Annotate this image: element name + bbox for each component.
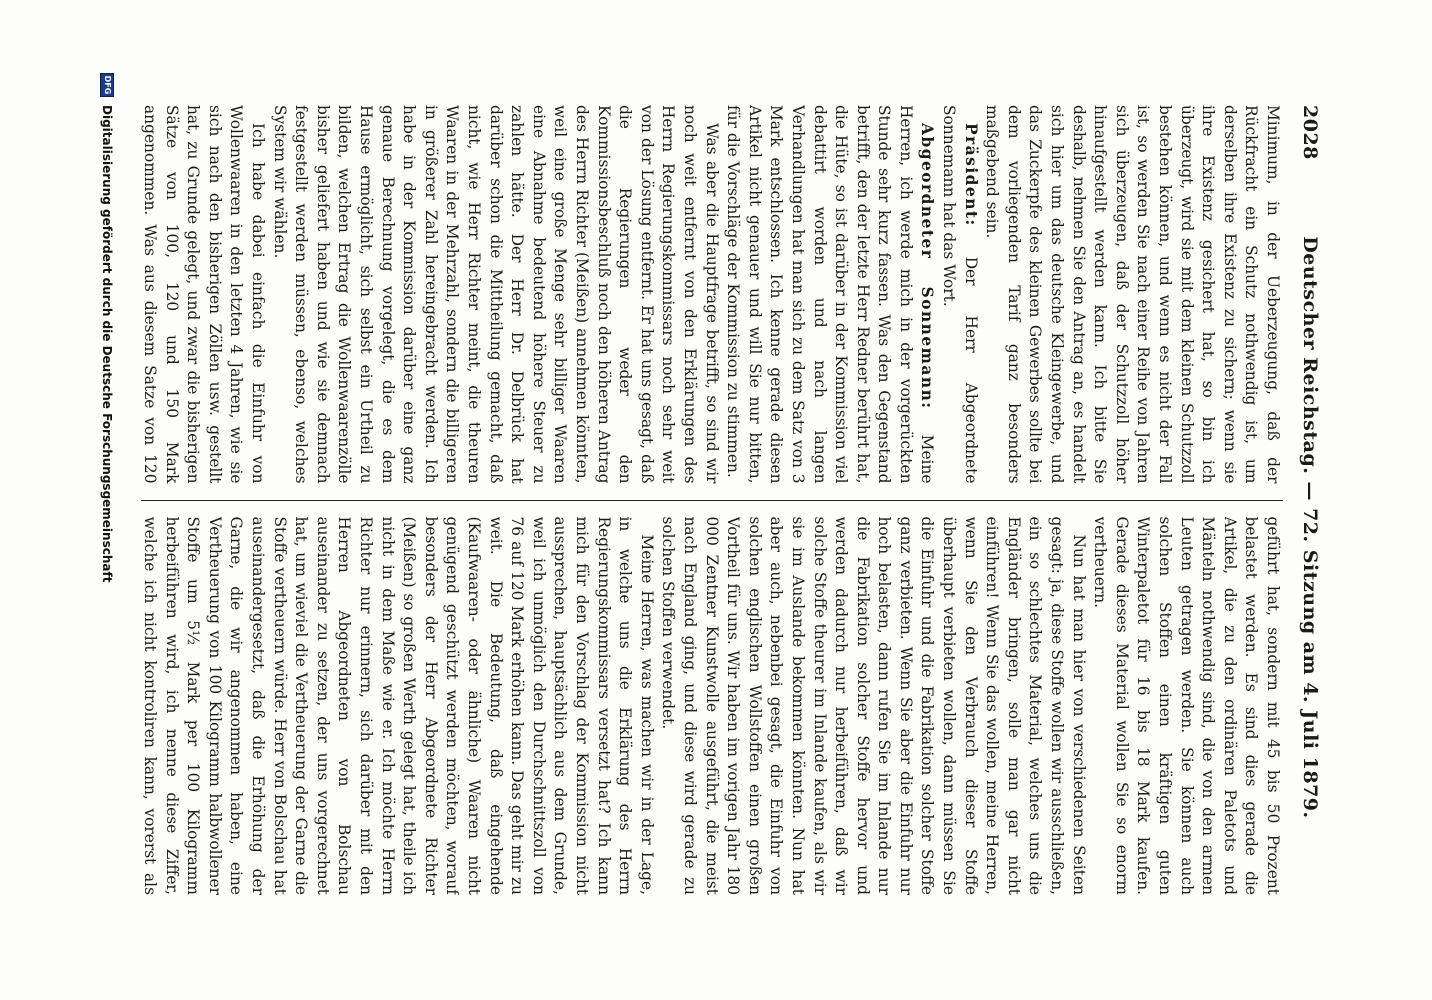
speaker-name: Präsident: <box>961 123 980 227</box>
page-header-title: Deutscher Reichstag. — 72. Sitzung am 4. Juli 1879. <box>1299 236 1321 819</box>
paragraph: Minimum, in der Ueberzeugung, daß der Rückfracht ein Schutz nothwendig ist, um derselben ihre Existenz zu sichern; wenn sie ihre Existenz gesichert hat, so bin ich überzeugt, wird sie mit dem kleinen Schutzzoll bestehen können, und wenn es nicht der Fall ist, so werden Sie nach einer Reihe von Jahren sich überzeugen, daß der Schutzzoll höher hinaufgestellt werden kann. Ich bitte Sie deshalb, nehmen Sie den Antrag an, es handelt sich hier um das deutsche Kleingewerbe, und das Zuckerpfe des kleinen Gewerbes sollte bei dem vorliegenden Tarif ganz besonders maßgebend sein. <box>983 105 1282 484</box>
paragraph: Ich habe dabei einfach die Einfuhr von Wollenwaaren in den letzten 4 Jahren, wie sie sich nach den bisherigen Zöllen usw. gestellt hat, zu Grunde gelegt, und zwar die bisherigen Sätze von 100, 120 und 150 Mark angenommen. Was aus diesem Satze von 120 <box>141 105 268 484</box>
left-column <box>141 105 1283 484</box>
dfg-logo: DFG <box>100 73 114 97</box>
paragraph: Was aber die Hauptfrage betrifft, so sind wir noch weit entfernt von den Erklärungen des Herrn Regierungskommissars noch sehr weit von der Lösung entfernt. Er hat uns gesagt, daß die Regierungen weder den Kommissionsbeschluß noch den höheren Antrag des Herrn Richter (Meißen) annehmen könnten, weil eine große Menge sehr billiger Waaren eine Abnahme bedeutend höhere Steuer zu zahlen hätte. Der Herr Dr. Delbrück hat darüber schon die Mittheilung gemacht, daß nicht, wie Herr Richter meint, die theuren Waaren in der Mehrzahl, sondern die billigeren in größerer Zahl hereingebracht werden. Ich habe in der Kommission darüber eine ganz genaue Berechnung vorgelegt, die es dem Hause ermöglicht, sich selbst ein Urtheil zu bilden, welchen Ertrag die Wollenwaarenzölle bisher geliefert haben und wie sie demnach festgestellt werden müssen, ebenso, welches System wir wählen. <box>270 105 721 484</box>
paragraph: Nun hat man hier von verschiedenen Seiten gesagt: ja, diese Stoffe wollen wir ausschließen, ein so schlechtes Material, welches uns die Engländer bringen, solle man gar nicht einführen! Wenn Sie das wollen, meine Herren, wenn Sie den Verbrauch dieser Stoffe überhaupt verbieten wollen, dann müssen Sie die Einfuhr und die Fabrikation solcher Stoffe ganz verbieten. Wenn Sie aber die Einfuhr nur hoch belasten, dann rufen Sie im Inlande nur die Fabrikation solcher Stoffe hervor und werden dadurch nur herbeiführen, daß wir solche Stoffe theurer im Inlande kaufen, als wir sie im Auslande bekommen könnten. Nun hat aber auch, nebenbei gesagt, die Einfuhr von solchen englischen Wollstoffen einen großen Vortheil für uns. Wir haben im vorigen Jahr 180 000 Zentner Kunstwolle ausgeführt, die meist nach England ging, und diese wird gerade zu solchen Stoffen verwendet. <box>659 516 1088 895</box>
paragraph: geführt hat, sondern mit 45 bis 50 Prozent belastet werden. Es sind dies gerade die Artikel, die zu den ordinären Paletots und Mänteln nothwendig sind, die von den armen Leuten getragen werden. Sie können auch solchen Stoffen einen kräftigen guten Winterpaletot für 16 bis 18 Mark kaufen. Gerade dieses Material wollen Sie so enorm vertheuern. <box>1091 516 1282 895</box>
running-head <box>1293 105 1321 895</box>
paragraph: Präsident: Der Herr Abgeordnete Sonnemann hat das Wort. <box>940 105 980 484</box>
right-column <box>141 517 1283 896</box>
paragraph: Abgeordneter Sonnemann: Meine Herren, ich werde mich in der vorgerückten Stunde sehr kurz fassen. Was den Gegenstand betrifft, den der letzte Herr Redner berührt hat, die Hüte, so ist darüber in der Kommission viel debattirt worden und nach langen Verhandlungen hat man sich zu dem Satz von 3 Mark entschlossen. Ich kenne gerade diesen Artikel nicht genauer und will Sie nur bitten, für die Vorschläge der Kommission zu stimmen. <box>724 105 937 484</box>
column-divider <box>141 500 1283 501</box>
page-number: 2028 <box>1299 105 1321 160</box>
speaker-name: Abgeordneter Sonnemann: <box>918 123 937 410</box>
paragraph: Meine Herren, was machen wir in der Lage, in welche uns die Erklärung des Herrn Regierungskommissars versetzt hat? Ich kann mich für den Vorschlag der Kommission nicht aussprechen, hauptsächlich aus dem Grunde, weil ich unmöglich den Durchschnittszoll von 76 auf 120 Mark erhöhen kann. Das geht mir zu weit. Die Bedeutung, daß eingehende (Kaufwaaren- oder ähnliche) Waaren nicht genügend geschützt werden möchten, worauf besonders der Herr Abgeordnete Richter (Meißen) so großen Werth gelegt hat, theile ich nicht in dem Maße wie er. Ich möchte Herrn Richter nur erinnern, sich darüber mit den Herren Abgeordneten von Bolschau auseinander zu setzen, der uns vorgerechnet hat, um wieviel die Vertheuerung der Garne die Stoffe vertheuern würde. Herr von Bolschau hat auseinandergesetzt, daß die Erhöhung der Garne, die wir angenommen haben, eine Vertheuerung von 100 Kilogramm halbwollener Stoffe um 5½ Mark per 100 Kilogramm herbeiführen wird, ich nenne diese Ziffer, welche ich nicht kontroliren kann, vorerst als <box>141 516 656 895</box>
text-columns <box>141 105 1283 895</box>
digitization-note: Digitalisierung gefördert durch die Deutsche Forschungsgemeinschaft <box>100 105 114 583</box>
digitization-footer <box>97 73 117 927</box>
document-page <box>81 65 1351 935</box>
